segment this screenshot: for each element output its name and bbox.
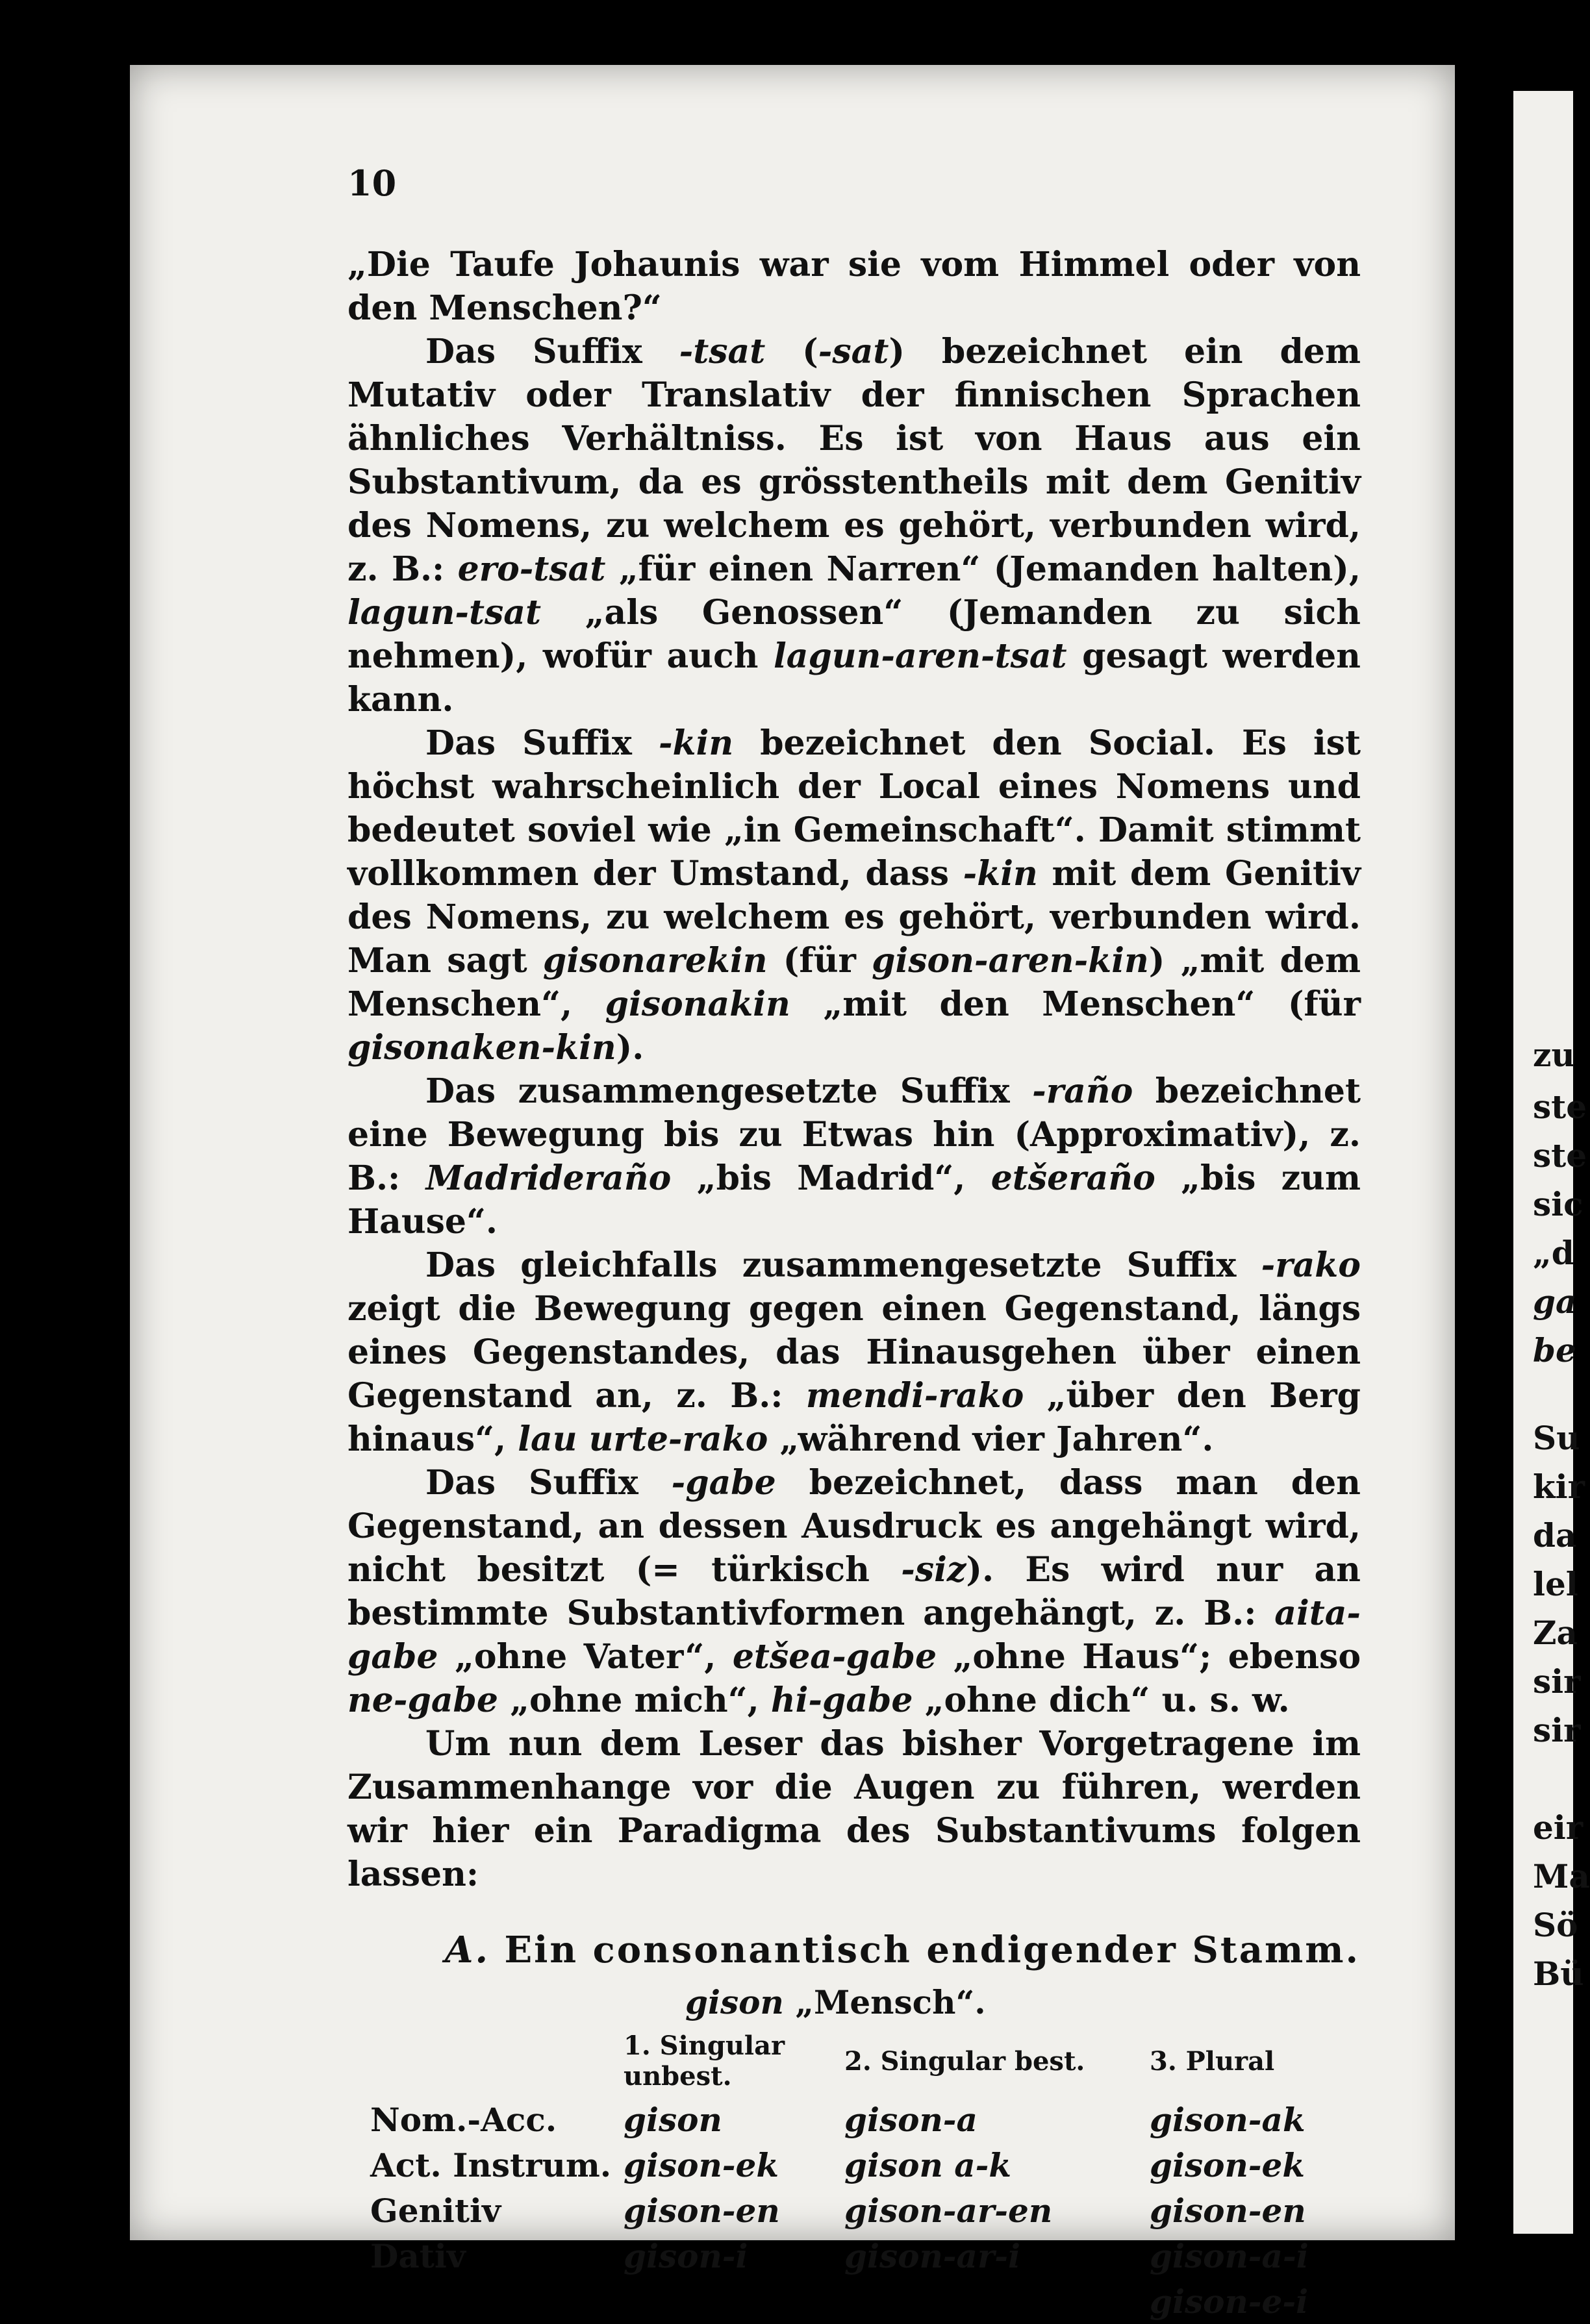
form-cell: gison-a: [844, 2100, 978, 2139]
paragraph: [347, 1461, 1361, 1722]
facing-page-fragment: sic: [1533, 1185, 1584, 1223]
page-content: [347, 162, 1361, 2324]
text-run: Das Suffix: [425, 1463, 672, 1503]
text-run: Das Suffix: [425, 723, 659, 763]
text-run: bezeichnet, dass man den Gegenstand, an dessen Ausdruck es angehängt wird, nicht besitzt (= türkisch: [347, 1463, 1361, 1590]
text-run: bezeichnet den Social. Es ist höchst wahrscheinlich der Local eines Nomens und bedeutet soviel wie „in Gemeinschaft“. Damit stimmt vollkommen der Umstand, dass: [347, 723, 1361, 893]
form-cell: [844, 2279, 1150, 2324]
form-cell: gison-en: [1150, 2191, 1306, 2230]
paragraph: [347, 1243, 1361, 1461]
section-title: Ein consonantisch endigender Stamm.: [504, 1929, 1361, 1971]
text-run: „mit den Menschen“ (für: [790, 984, 1361, 1024]
text-run: „bis zum Hause“.: [347, 1158, 1361, 1242]
text-run: Das Suffix: [425, 332, 679, 371]
case-label: [370, 2279, 624, 2324]
table-row: [370, 2188, 1344, 2233]
italic-term: gisonarekin: [542, 941, 768, 981]
form-cell: gison-en: [624, 2191, 780, 2230]
form-cell: [624, 2279, 844, 2324]
italic-term: lagun-aren-tsat: [774, 636, 1067, 676]
header-cell: [370, 2030, 624, 2097]
facing-page-fragment: eir: [1533, 1808, 1584, 1847]
text-run: ). Es wird nur an bestimmte Substantivformen angehängt, z. B.:: [347, 1550, 1361, 1633]
form-cell: gison-ak: [1150, 2100, 1306, 2139]
case-label: Nom.-Acc.: [370, 2100, 557, 2139]
facing-page-fragment: Ma: [1533, 1857, 1590, 1895]
facing-page-fragment: Su: [1533, 1419, 1580, 1457]
text-run: gesagt werden kann.: [347, 636, 1361, 719]
text-run: Um nun dem Leser das bisher Vorgetragene im Zusammenhange vor die Augen zu führen, werden wir hier ein Paradigma des Substantivums folgen lassen:: [347, 1724, 1361, 1894]
paragraph: [347, 243, 1361, 330]
italic-term: -raño: [1032, 1071, 1133, 1111]
italic-term: etšea-gabe: [732, 1637, 937, 1677]
header-cell: 3. Plural: [1150, 2045, 1275, 2077]
text-run: „während vier Jahren“.: [768, 1419, 1214, 1459]
table-row: [370, 2097, 1344, 2142]
text-run: „ohne Vater“,: [438, 1637, 733, 1677]
paragraph: [347, 330, 1361, 721]
italic-term: -kin: [963, 854, 1038, 893]
italic-term: lagun-tsat: [347, 593, 542, 632]
italic-term: ne-gabe: [347, 1681, 498, 1720]
paradigm-gloss: „Mensch“.: [795, 1983, 986, 2021]
text-run: „bis Madrid“,: [671, 1158, 991, 1198]
text-run: „über den Berg hinaus“,: [347, 1376, 1361, 1459]
form-cell: gison a-k: [844, 2145, 1012, 2184]
form-cell: gison-ek: [624, 2145, 779, 2184]
italic-term: etšeraño: [991, 1158, 1155, 1198]
facing-page-fragment: Bü: [1533, 1955, 1584, 1993]
paragraph: [347, 1722, 1361, 1896]
text-run: (: [765, 332, 818, 371]
text-run: Das zusammengesetzte Suffix: [425, 1071, 1033, 1111]
table-row: [370, 2142, 1344, 2188]
text-run: bezeichnet eine Bewegung bis zu Etwas hin (Approximativ), z. B.:: [347, 1071, 1361, 1198]
page-number: 10: [347, 162, 397, 204]
text-run: ).: [616, 1028, 644, 1068]
paragraph: [347, 721, 1361, 1069]
italic-term: -kin: [658, 723, 734, 763]
facing-page-fragment: ste: [1533, 1088, 1587, 1126]
text-run: ) bezeichnet ein dem Mutativ oder Translativ der finnischen Sprachen ähnliches Verhältniss. Es ist von Haus aus ein Substantivum, da es grösstentheils mit dem Genitiv des Nomens, zu welchem es gehört, verbunden wird, z. B.:: [347, 332, 1361, 589]
text-run: „ohne Haus“; ebenso: [937, 1637, 1361, 1677]
facing-page-fragment: da: [1533, 1516, 1577, 1555]
paradigm-title: [685, 1983, 1361, 2021]
facing-page-fragment: „d: [1533, 1234, 1574, 1272]
text-run: „ohne dich“ u. s. w.: [913, 1681, 1290, 1720]
italic-term: lau urte-rako: [518, 1419, 768, 1459]
italic-term: hi-gabe: [770, 1681, 913, 1720]
facing-page-fragment: Sö: [1533, 1906, 1578, 1944]
italic-term: Madrideraño: [425, 1158, 672, 1198]
paragraph: [347, 1069, 1361, 1243]
case-label: Act. Instrum.: [370, 2145, 612, 2184]
italic-term: gison-aren-kin: [872, 941, 1149, 981]
italic-term: mendi-rako: [805, 1376, 1024, 1416]
form-cell: gison-ek: [1150, 2145, 1306, 2184]
italic-term: -rako: [1261, 1245, 1361, 1285]
text-run: „als Genossen“ (Jemanden zu sich nehmen), wofür auch: [347, 593, 1361, 676]
facing-page-fragment: lel: [1533, 1565, 1578, 1603]
facing-page-fragment: sir: [1533, 1711, 1581, 1749]
italic-term: -sat: [818, 332, 889, 371]
form-cell: gison-a-i: [1150, 2236, 1309, 2275]
facing-page-fragment: zu: [1533, 1036, 1575, 1074]
form-cell: gison-ar-i: [844, 2236, 1021, 2275]
table-row: [370, 2279, 1344, 2324]
text-run: „ohne mich“,: [498, 1681, 771, 1720]
text-run: mit dem Genitiv des Nomens, zu welchem es gehört, verbunden wird. Man sagt: [347, 854, 1361, 981]
paradigm-table: [370, 2030, 1344, 2324]
section-letter: A.: [445, 1929, 490, 1971]
header-cell: 2. Singular best.: [844, 2045, 1085, 2077]
form-cell: gison: [624, 2100, 722, 2139]
text-run: Das gleichfalls zusammengesetzte Suffix: [425, 1245, 1261, 1285]
text-run: zeigt die Bewegung gegen einen Gegenstand, längs eines Gegenstandes, das Hinausgehen über einen Gegenstand an, z. B.:: [347, 1289, 1361, 1416]
case-label: Dativ: [370, 2236, 466, 2275]
italic-term: ero-tsat: [457, 549, 606, 589]
italic-term: gisonaken-kin: [347, 1028, 616, 1068]
table-row: [370, 2233, 1344, 2279]
case-label: Genitiv: [370, 2191, 501, 2230]
text-run: ) „mit dem Menschen“,: [347, 941, 1361, 1024]
facing-page-fragment: be: [1533, 1331, 1576, 1369]
text-run: (für: [767, 941, 872, 981]
italic-term: -tsat: [679, 332, 766, 371]
italic-term: -gabe: [671, 1463, 776, 1503]
paradigm-header-row: [370, 2030, 1344, 2097]
form-cell: gison-i: [624, 2236, 748, 2275]
body-text: [347, 243, 1361, 1896]
text-run: „für einen Narren“ (Jemanden halten),: [605, 549, 1361, 589]
facing-page-fragment: ste: [1533, 1136, 1587, 1175]
facing-page-fragment: sir: [1533, 1662, 1581, 1701]
italic-term: -siz: [901, 1550, 966, 1590]
form-cell: gison-e-i: [1150, 2282, 1309, 2321]
form-cell: gison-ar-en: [844, 2191, 1053, 2230]
facing-page-edge: [1513, 91, 1590, 2234]
header-cell: 1. Singular unbest.: [624, 2030, 785, 2092]
italic-term: aita-gabe: [347, 1593, 1361, 1677]
facing-page-fragment: Za: [1533, 1614, 1578, 1652]
paradigm-word: gison: [685, 1983, 784, 2021]
text-run: „Die Taufe Johaunis war sie vom Himmel oder von den Menschen?“: [347, 245, 1361, 328]
italic-term: gisonakin: [605, 984, 790, 1024]
section-heading: [445, 1929, 1361, 1971]
facing-page-fragment: ga: [1533, 1282, 1577, 1321]
facing-page-fragment: kir: [1533, 1468, 1585, 1506]
